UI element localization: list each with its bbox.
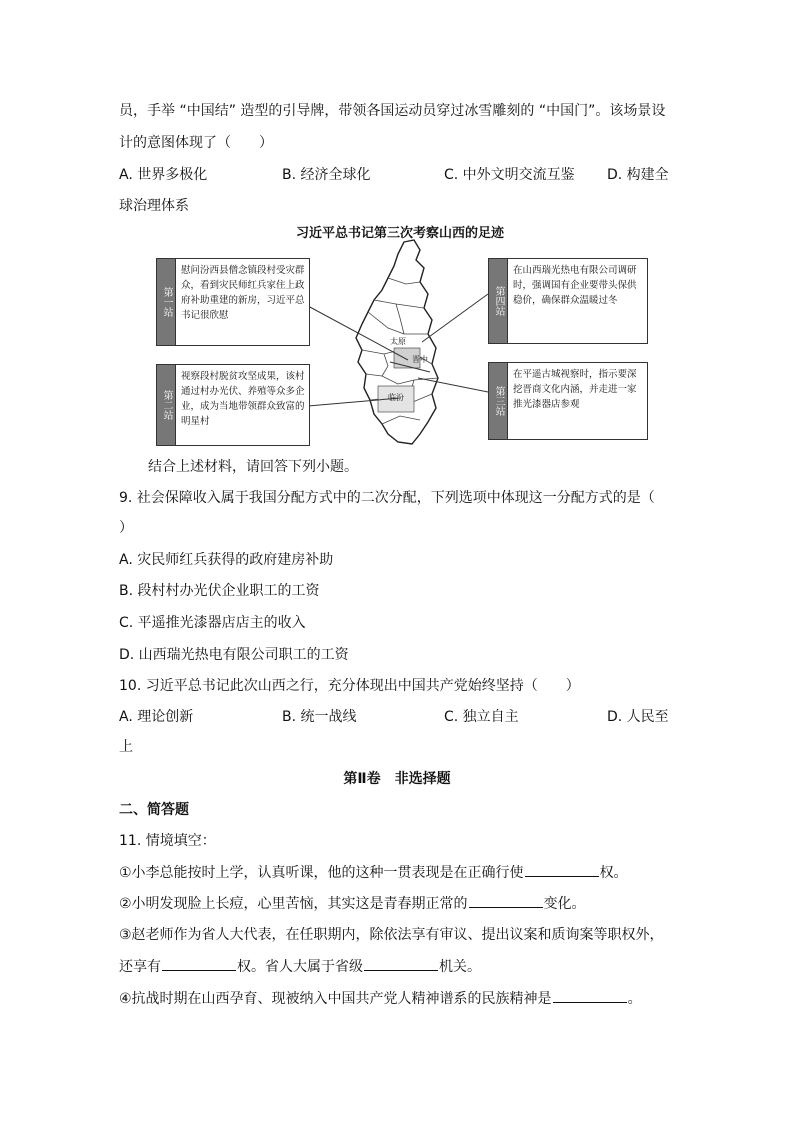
station-1-text: 慰问汾西县僧念镇段村受灾群众，看到灾民师红兵家住上政府补助重建的新房，习近平总书记很欣慰 [181, 265, 305, 321]
q10-option-d: D. 人民至 [607, 709, 669, 725]
figure-title: 习近平总书记第三次考察山西的足迹 [295, 226, 504, 241]
q11-item-1-post: 权。 [599, 865, 628, 881]
q11-item-3-cont-mid: 权。省人大属于省级 [237, 959, 363, 975]
q9-option-c: C. 平遥推光漆器店店主的收入 [119, 615, 306, 631]
q11-blank-3[interactable] [162, 956, 236, 971]
map-label-linfen: 临汾 [388, 393, 404, 402]
q8-line-1: 员，手举 “中国结” 造型的引导牌，带领各国运动员穿过冰雪雕刻的 “中国门”。该场景设 [119, 103, 666, 119]
map-label-jinzhong: 晋中 [412, 355, 428, 364]
section-title: 第Ⅱ卷 非选择题 [343, 771, 451, 787]
q9-stem-1: 9. 社会保障收入属于我国分配方式中的二次分配，下列选项中体现这一分配方式的是（ [119, 490, 655, 506]
q10-option-b: B. 统一战线 [282, 709, 357, 725]
q11-blank-2[interactable] [469, 893, 543, 908]
shanxi-inspection-figure [150, 222, 650, 448]
q9-option-b: B. 段村村办光伏企业职工的工资 [119, 583, 320, 599]
q11-item-4-pre: ④抗战时期在山西孕育、现被纳入中国共产党人精神谱系的民族精神是 [119, 991, 552, 1007]
q8-option-b: B. 经济全球化 [282, 167, 371, 183]
q11-item-1-pre: ①小李总能按时上学，认真听课，他的这种一贯表现是在正确行使 [119, 865, 524, 881]
q11-item-1 [119, 862, 628, 883]
station-3-box [488, 362, 648, 440]
q10-option-d-wrap: 上 [119, 739, 133, 755]
station-1-box [156, 258, 310, 346]
station-4-tag: 第四站 [489, 259, 508, 343]
station-2-tag: 第二站 [157, 365, 176, 445]
section-heading: 二、简答题 [119, 802, 189, 818]
q11-item-2-pre: ②小明发现脸上长痘，心里苦恼，其实这是青春期正常的 [119, 896, 468, 912]
q11-item-3-cont-post: 机关。 [439, 959, 481, 975]
station-3-text: 在平遥古城视察时，指示要深挖晋商文化内涵，并走进一家推光漆器店参观 [513, 369, 637, 410]
q11-blank-5[interactable] [553, 988, 627, 1003]
q9-stem-2: ） [119, 520, 133, 536]
q9-option-d: D. 山西瑞光热电有限公司职工的工资 [119, 647, 349, 663]
q11-stem: 11. 情境填空： [119, 833, 216, 849]
q9-option-a: A. 灾民师红兵获得的政府建房补助 [119, 552, 334, 568]
station-1-tag: 第一站 [157, 259, 176, 345]
q8-line-2: 计的意图体现了（ ） [119, 135, 273, 151]
q10-option-a: A. 理论创新 [119, 709, 194, 725]
q11-item-2 [119, 893, 586, 914]
q11-item-3-cont [119, 956, 481, 977]
station-2-box [156, 364, 310, 446]
q11-item-4-post: 。 [627, 991, 642, 1007]
q8-option-c: C. 中外文明交流互鉴 [444, 167, 575, 183]
q10-stem: 10. 习近平总书记此次山西之行，充分体现出中国共产党始终坚持（ ） [119, 678, 580, 694]
station-4-box [488, 258, 648, 344]
map-label-taiyuan: 太原 [390, 337, 406, 346]
q11-item-2-post: 变化。 [543, 896, 586, 912]
q8-option-d: D. 构建全 [607, 167, 669, 183]
q11-blank-4[interactable] [364, 956, 438, 971]
q8-option-a: A. 世界多极化 [119, 167, 208, 183]
q10-option-c: C. 独立自主 [444, 709, 519, 725]
q8-option-d-wrap: 球治理体系 [119, 198, 189, 214]
q11-blank-1[interactable] [525, 862, 599, 877]
q11-item-3: ③赵老师作为省人大代表，在任职期内，除依法享有审议、提出议案和质询案等职权外， [119, 927, 664, 943]
q11-item-4 [119, 988, 642, 1009]
station-4-text: 在山西瑞光热电有限公司调研时，强调国有企业要带头保供稳价，确保群众温暖过冬 [513, 265, 637, 306]
station-2-text: 视察段村脱贫攻坚成果，该村通过村办光伏、养殖等众多企业，成为当地带领群众致富的明星村 [181, 371, 305, 427]
q11-item-3-cont-pre: 还享有 [119, 959, 161, 975]
material-intro: 结合上述材料，请回答下列小题。 [148, 459, 358, 475]
station-3-tag: 第三站 [489, 363, 508, 439]
